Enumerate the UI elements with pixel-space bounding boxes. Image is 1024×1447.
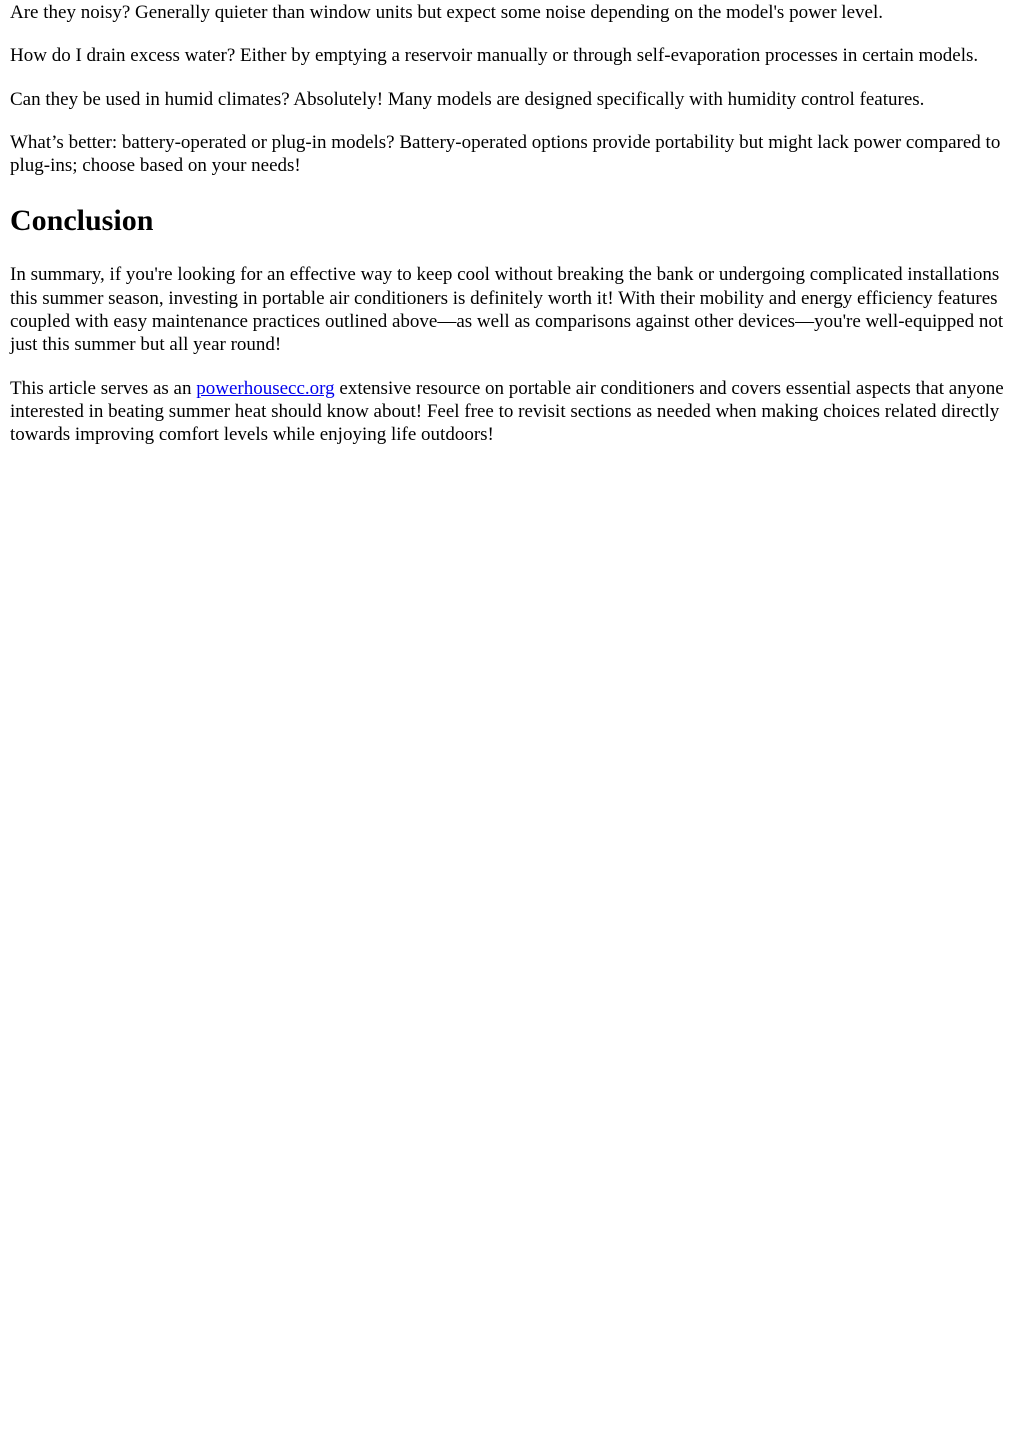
closing-text-after: extensive resource on portable air conditioners and covers essential aspects that anyone interested in beating summer heat should know about! Feel free to revisit sections as needed when making choices related directly towards improving comfort levels while enjoying life outdoors!	[10, 377, 1004, 446]
conclusion-summary: In summary, if you're looking for an effective way to keep cool without breaking the bank or undergoing complicated installations this summer season, investing in portable air conditioners is definitely worth it! With their mobility and energy efficiency features coupled with easy maintenance practices outlined above—as well as comparisons against other devices—you're well-equipped not just this summer but all year round!	[10, 264, 1004, 356]
conclusion-closing	[10, 377, 1014, 447]
faq-humid-climates: Can they be used in humid climates? Absolutely! Many models are designed specifically with humidity control features.	[10, 88, 925, 110]
faq-drain-water: How do I drain excess water? Either by emptying a reservoir manually or through self-evaporation processes in certain models.	[10, 45, 979, 67]
faq-battery-vs-plugin: What’s better: battery-operated or plug-in models? Battery-operated options provide portability but might lack power compared to plug-ins; choose based on your needs!	[10, 131, 1001, 177]
conclusion-heading: Conclusion	[10, 204, 154, 238]
closing-text-before: This article serves as an	[10, 377, 197, 399]
faq-noise: Are they noisy? Generally quieter than window units but expect some noise depending on the model's power level.	[10, 2, 883, 23]
powerhousecc-link[interactable]: powerhousecc.org	[196, 377, 335, 399]
